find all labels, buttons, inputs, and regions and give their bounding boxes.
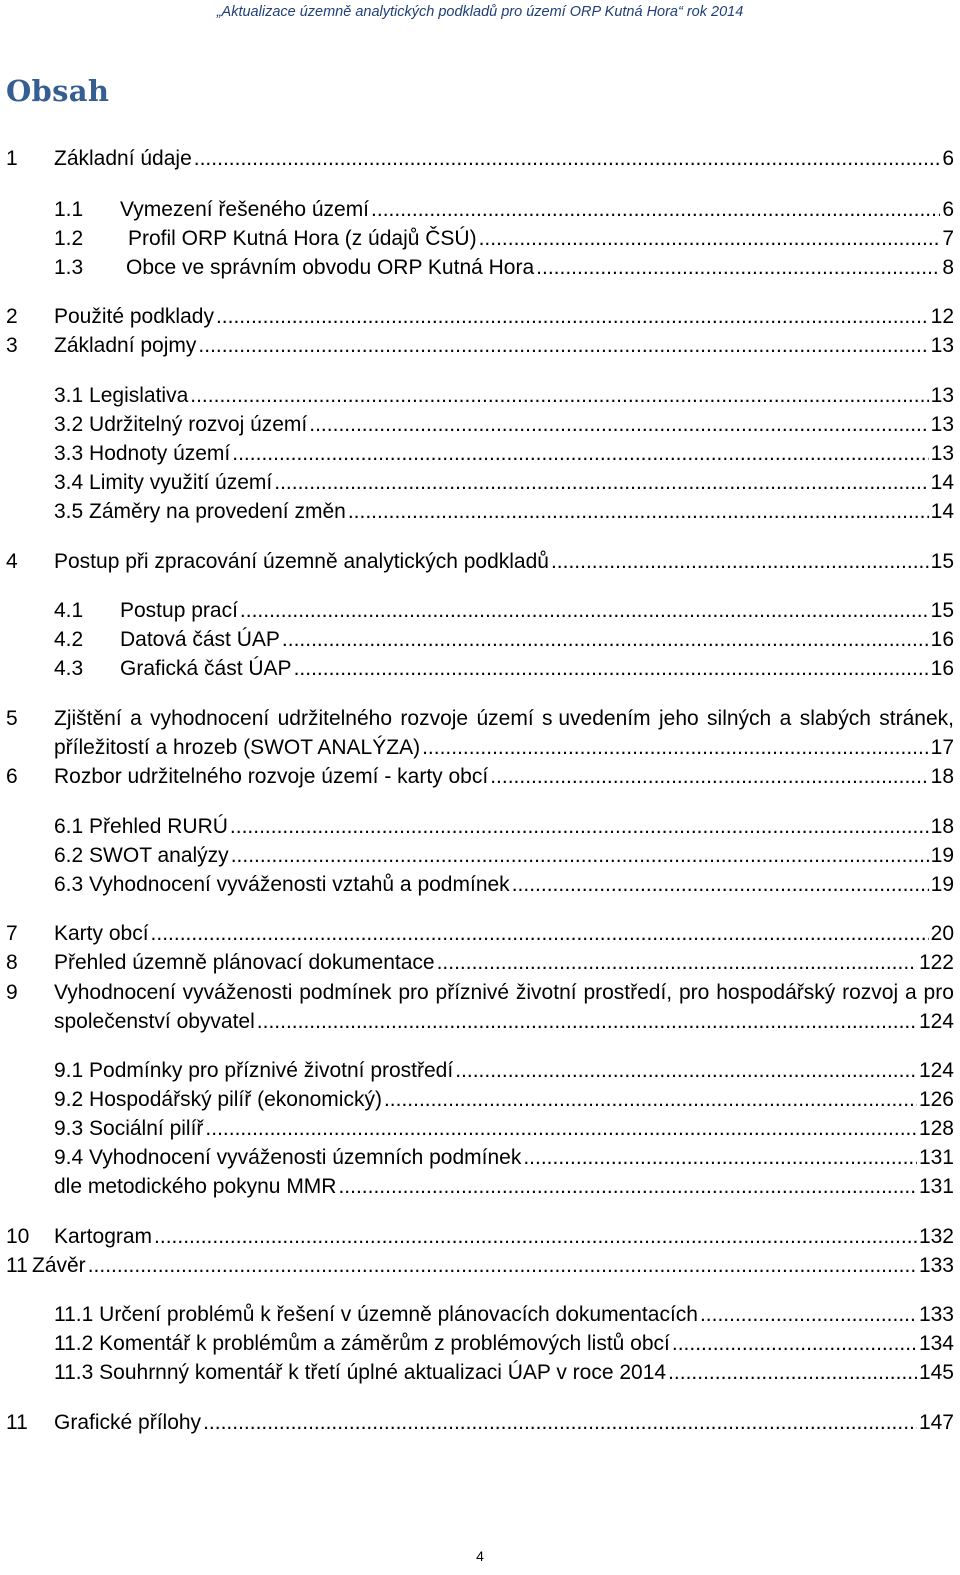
toc-word: území <box>476 707 534 730</box>
toc-entry-title: 9.4 Vyhodnocení vyváženosti územních podmínek <box>54 1146 522 1169</box>
toc-entry-title: Profil ORP Kutná Hora (z údajů ČSÚ) <box>128 227 477 250</box>
toc-dot-leader <box>294 654 929 683</box>
toc-entry-page: 124 <box>918 1059 954 1082</box>
toc-dot-leader <box>455 1056 917 1085</box>
toc-entry-title: 9.3 Sociální pilíř <box>54 1117 204 1140</box>
toc-entry-title: 11.2 Komentář k problémům a záměrům z problémových listů obcí <box>54 1332 670 1355</box>
toc-dot-leader <box>672 1329 917 1358</box>
toc-entry-title: Závěr <box>32 1254 86 1277</box>
toc-dot-leader <box>230 812 929 841</box>
toc-dot-leader <box>231 841 929 870</box>
toc-entry-page: 20 <box>930 922 954 945</box>
toc-entry-number: 3 <box>6 334 18 357</box>
toc-entry-title: 3.1 Legislativa <box>54 384 189 407</box>
toc-entry-page: 13 <box>930 334 954 357</box>
toc-dot-leader <box>88 1251 917 1280</box>
toc-entry-page: 18 <box>930 765 954 788</box>
toc-entry-title: 6.2 SWOT analýzy <box>54 844 229 867</box>
toc-word: s uvedením <box>542 707 651 730</box>
toc-entry-title: Přehled územně plánovací dokumentace <box>54 951 435 974</box>
toc-entry-number: 1.2 <box>54 227 84 250</box>
toc-dot-leader <box>232 439 928 468</box>
toc-entry-title-line1 <box>54 978 954 1007</box>
toc-entry-page: 124 <box>918 1010 954 1033</box>
toc-entry-title: Obce ve správním obvodu ORP Kutná Hora <box>126 256 535 279</box>
toc-word: stránek, <box>879 707 954 730</box>
toc-entry-title: Postup při zpracování územně analytických podkladů <box>54 550 549 573</box>
toc-dot-leader <box>551 547 929 576</box>
toc-entry-page: 7 <box>942 227 954 250</box>
toc-word: a <box>905 981 917 1004</box>
toc-word: slabých <box>799 707 871 730</box>
toc-entry-title: Postup prací <box>120 599 238 622</box>
toc-entry-page: 133 <box>918 1303 954 1326</box>
page-number: 4 <box>476 1548 484 1564</box>
toc-entry-page: 17 <box>930 736 954 759</box>
toc-word: a <box>130 707 142 730</box>
toc-entry-title: Rozbor udržitelného rozvoje území - karty obcí <box>54 765 489 788</box>
toc-entry-title: 3.3 Hodnoty území <box>54 442 231 465</box>
toc-dot-leader <box>154 1222 917 1251</box>
toc-entry-title: 3.5 Záměry na provedení změn <box>54 500 346 523</box>
toc-entry-page: 147 <box>918 1411 954 1434</box>
toc-word: a <box>779 707 792 730</box>
toc-word: silných <box>707 707 772 730</box>
toc-word: pro <box>679 981 710 1004</box>
toc-word: vyváženosti <box>182 981 293 1004</box>
toc-entry-page: 15 <box>930 599 954 622</box>
toc-dot-leader <box>194 144 941 173</box>
toc-word: hospodářský <box>716 981 836 1004</box>
toc-dot-leader <box>523 1143 917 1172</box>
toc-word: rozvoje <box>400 707 469 730</box>
toc-entry-number: 1.3 <box>54 256 84 279</box>
toc-dot-leader <box>198 331 928 360</box>
toc-entry-title: 9.1 Podmínky pro příznivé životní prostředí <box>54 1059 454 1082</box>
toc-word: podmínek <box>299 981 392 1004</box>
toc-dot-leader <box>274 468 928 497</box>
toc-entry-title: dle metodického pokynu MMR <box>54 1175 337 1198</box>
toc-entry-title: Vymezení řešeného území <box>120 198 370 221</box>
toc-word: jeho <box>658 707 699 730</box>
toc-entry-title: 9.2 Hospodářský pilíř (ekonomický) <box>54 1088 382 1111</box>
toc-dot-leader <box>216 302 929 331</box>
toc-dot-leader <box>668 1358 917 1387</box>
toc-entry-number: 4.2 <box>54 628 84 651</box>
toc-dot-leader <box>479 224 941 253</box>
toc-entry-number: 7 <box>6 922 18 945</box>
toc-entry-title: Základní pojmy <box>54 334 197 357</box>
toc-entry-number: 4 <box>6 550 18 573</box>
toc-entry-title: 3.2 Udržitelný rozvoj území <box>54 413 308 436</box>
toc-entry-page: 14 <box>930 471 954 494</box>
toc-entry-number: 1 <box>6 147 18 170</box>
toc-dot-leader <box>203 1408 917 1437</box>
toc-dot-leader <box>384 1085 917 1114</box>
running-header: „Aktualizace územně analytických podkladů pro území ORP Kutná Hora“ rok 2014 <box>216 4 744 20</box>
toc-dot-leader <box>437 948 917 977</box>
toc-entry-number: 2 <box>6 305 18 328</box>
toc-dot-leader <box>151 919 929 948</box>
toc-entry-page: 134 <box>918 1332 954 1355</box>
toc-entry-page: 128 <box>918 1117 954 1140</box>
toc-entry-page: 131 <box>918 1175 954 1198</box>
toc-entry-number: 6 <box>6 765 18 788</box>
toc-entry-page: 13 <box>930 442 954 465</box>
toc-entry-title: 11.1 Určení problémů k řešení v územně plánovacích dokumentacích <box>54 1303 698 1326</box>
toc-word: pro <box>398 981 429 1004</box>
toc-entry-title: Kartogram <box>54 1225 153 1248</box>
toc-dot-leader <box>338 1172 916 1201</box>
toc-entry-page: 13 <box>930 384 954 407</box>
toc-entry-number: 9 <box>6 981 18 1004</box>
toc-dot-leader <box>371 195 940 224</box>
toc-entry-page: 122 <box>918 951 954 974</box>
toc-word: pro <box>923 981 954 1004</box>
toc-entry-page: 14 <box>930 500 954 523</box>
toc-dot-leader <box>536 253 940 282</box>
toc-entry-title: Grafická část ÚAP <box>120 657 292 680</box>
toc-word: životní <box>515 981 577 1004</box>
toc-dot-leader <box>240 596 929 625</box>
toc-entry-page: 6 <box>942 147 954 170</box>
toc-word: Zjištění <box>54 707 122 730</box>
toc-word: udržitelného <box>277 707 393 730</box>
toc-entry-title: Použité podklady <box>54 305 214 328</box>
toc-entry-number: 8 <box>6 951 18 974</box>
toc-entry-page: 19 <box>930 844 954 867</box>
toc-dot-leader <box>309 410 928 439</box>
toc-entry-title: příležitostí a hrozeb (SWOT ANALÝZA) <box>54 736 421 759</box>
toc-entry-page: 15 <box>930 550 954 573</box>
toc-entry-title-line1 <box>54 704 954 733</box>
toc-entry-page: 16 <box>930 657 954 680</box>
toc-entry-title: 6.1 Přehled RURÚ <box>54 815 228 838</box>
toc-entry-number: 11 <box>6 1254 28 1277</box>
toc-entry-page: 133 <box>918 1254 954 1277</box>
toc-entry-title: 3.4 Limity využití území <box>54 471 273 494</box>
toc-entry-page: 6 <box>942 198 954 221</box>
toc-entry-title: společenství obyvatel <box>54 1010 255 1033</box>
page-title: Obsah <box>6 74 110 108</box>
toc-entry-page: 145 <box>918 1361 954 1384</box>
toc-entry-page: 19 <box>930 873 954 896</box>
toc-entry-page: 12 <box>930 305 954 328</box>
toc-entry-page: 16 <box>930 628 954 651</box>
toc-entry-page: 126 <box>918 1088 954 1111</box>
toc-entry-title: Grafické přílohy <box>54 1411 202 1434</box>
toc-entry-title: Datová část ÚAP <box>120 628 280 651</box>
toc-word: příznivé <box>435 981 510 1004</box>
toc-dot-leader <box>512 870 929 899</box>
toc-dot-leader <box>348 497 929 526</box>
toc-dot-leader <box>205 1114 917 1143</box>
toc-entry-number: 4.3 <box>54 657 84 680</box>
toc-entry-number: 10 <box>6 1225 30 1248</box>
toc-dot-leader <box>257 1007 917 1036</box>
toc-word: rozvoj <box>842 981 899 1004</box>
toc-entry-number: 4.1 <box>54 599 84 622</box>
toc-entry-number: 5 <box>6 707 18 730</box>
toc-entry-title: 11.3 Souhrnný komentář k třetí úplné aktualizaci ÚAP v roce 2014 <box>54 1361 667 1384</box>
toc-entry-number: 11 <box>6 1411 28 1434</box>
toc-entry-page: 132 <box>918 1225 954 1248</box>
toc-entry-title: 6.3 Vyhodnocení vyváženosti vztahů a podmínek <box>54 873 510 896</box>
toc-dot-leader <box>282 625 929 654</box>
toc-entry-number: 1.1 <box>54 198 84 221</box>
toc-word: Vyhodnocení <box>54 981 176 1004</box>
toc-entry-page: 18 <box>930 815 954 838</box>
toc-dot-leader <box>700 1300 917 1329</box>
toc-entry-page: 8 <box>942 256 954 279</box>
toc-dot-leader <box>490 762 928 791</box>
toc-entry-title: Základní údaje <box>54 147 192 170</box>
toc-dot-leader <box>190 381 928 410</box>
toc-entry-title: Karty obcí <box>54 922 149 945</box>
toc-entry-page: 131 <box>918 1146 954 1169</box>
toc-entry-page: 13 <box>930 413 954 436</box>
toc-word: prostředí, <box>583 981 673 1004</box>
toc-dot-leader <box>422 733 929 762</box>
toc-word: vyhodnocení <box>150 707 270 730</box>
